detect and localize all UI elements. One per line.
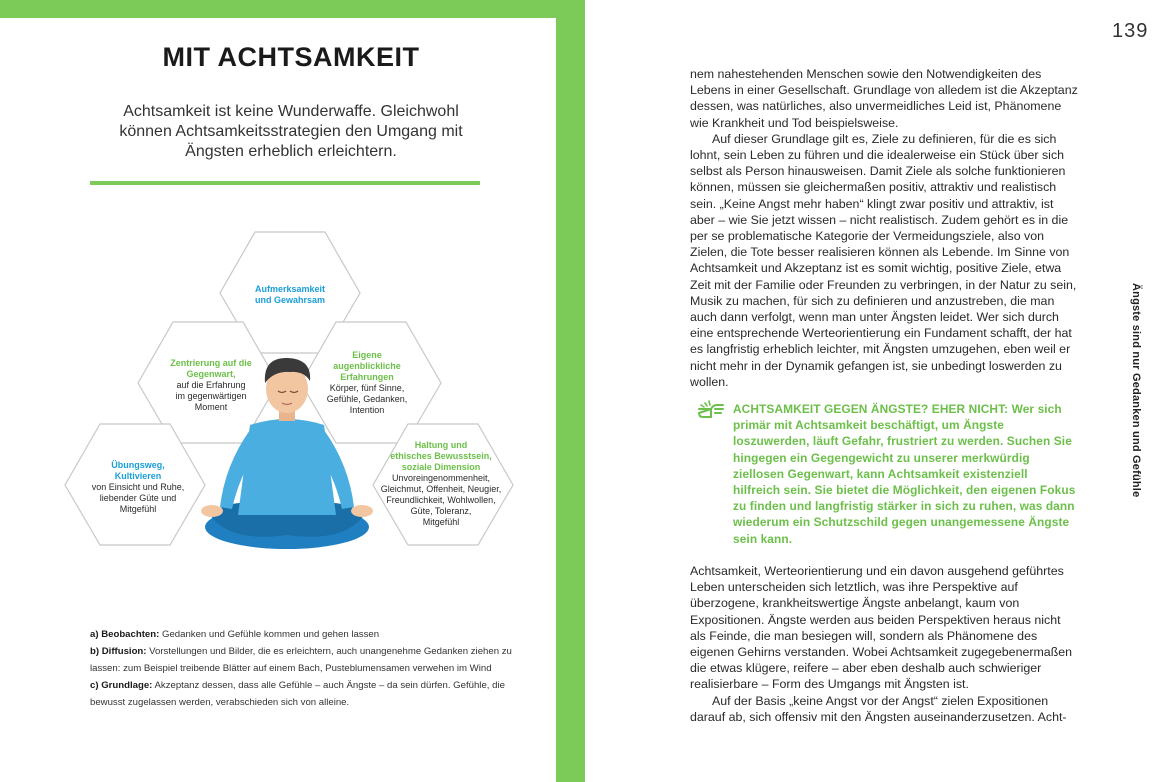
page-number: 139	[1112, 20, 1149, 42]
pointing-hand-icon	[697, 399, 725, 421]
divider-rule	[90, 181, 480, 185]
paragraph: Auf dieser Grundlage gilt es, Ziele zu definieren, für die es sich lohnt, sein Leben zu führen und die idealerweise ein Stück über sich selbst als Person hinausweisen. Damit Ziele als solche funktionieren können, müssen sie gleichermaßen positiv, attraktiv und realistisch sein. „Keine Angst mehr haben“ klingt zwar positiv und attraktiv, ist aber – wie Sie jetzt wissen – nicht realistisch. Zudem gehört es in die per se problematische Kategorie der Vermeidungsziele, also von Zielen, die Tote besser realisieren können als Lebende. Im Sinne von Achtsamkeit und Akzeptanz ist es somit wichtig, positive Ziele, etwa Zeit mit der Familie oder Freunden zu verbringen, in der Natur zu sein, Musik zu machen, für sich zu definieren und anzustreben, die man auch dann verfolgt, wenn man unter Ängsten leidet. Wer sich durch eine entsprechende Werteorientierung ein Fundament schafft, der hat es langfristig erheblich leichter, mit Ängsten umzugehen, eben weil er nicht mehr in der Dynamik gefangen ist, sie unbedingt loswerden zu wollen.	[690, 131, 1077, 389]
hexagon-label-attention: Aufmerksamkeit und Gewahrsam	[254, 284, 326, 305]
definition-item: b) Diffusion: Vorstellungen und Bilder, die es erleichtern, auch unangenehme Gedanken ziehen zu lassen: zum Beispiel treibende Blätter auf einem Bach, Pusteblumensamen verwehen im Wind	[90, 646, 512, 674]
body-text-bottom	[690, 563, 1079, 725]
chapter-side-tab: Ängste sind nur Gedanken und Gefühle	[1130, 283, 1142, 498]
intro-text: Achtsamkeit ist keine Wunderwaffe. Gleichwohl können Achtsamkeitsstrategien den Umgang mit Ängsten erheblich erleichtern.	[119, 103, 463, 160]
callout-box: ACHTSAMKEIT GEGEN ÄNGSTE? EHER NICHT: Wer sich primär mit Achtsamkeit beschäftigt, um Ängste loszuwerden, läuft Gefahr, frustriert zu werden. Suchen Sie hingegen ein Gegengewicht zu unserer merkwürdig ziellosen Gegenwart, kann Achtsamkeit existenziell hilfreich sein. Sie bietet die Möglichkeit, den eigenen Fokus zu finden und langfristig stärker in sich zu ruhen, was dann wiederum ein Schutzschild gegen unangemessene Ängste sein kann.	[733, 402, 1076, 546]
definitions-list	[90, 626, 520, 711]
hexagon-label-attitude: Haltung und ethisches Bewusstsein, soziale Dimension Unvoreingenommenheit, Gleichmut, Offenheit, Neugier, Freundlichkeit, Wohlwollen, Güte, Toleranz, Mitgefühl	[380, 440, 502, 527]
paragraph: nem nahestehenden Menschen sowie den Notwendigkeiten des Lebens in einer Gesellschaft. Grundlage von alledem ist die Akzeptanz dessen, was natürliches, also unvermeidliches Leid ist, Phänomene wie Krankheit und Tod beispielsweise.	[690, 67, 1078, 130]
hexagon-label-practice: Übungsweg, Kultivieren von Einsicht und Ruhe, liebender Güte und Mitgefühl	[91, 460, 185, 514]
definition-item: c) Grundlage: Akzeptanz dessen, dass alle Gefühle – auch Ängste – da sein dürfen. Gefühle, die bewusst zugelassen werden, verabschieden sich von alleine.	[90, 680, 505, 708]
body-text-top	[690, 66, 1079, 390]
page-title: MIT ACHTSAMKEIT	[162, 42, 420, 72]
hexagon-label-experiences: Eigene augenblickliche Erfahrungen Körper, fünf Sinne, Gefühle, Gedanken, Intention	[326, 350, 408, 415]
paragraph: Achtsamkeit, Werteorientierung und ein davon ausgehend geführtes Leben unterscheiden sich letztlich, was ihre Perspektive auf überzogene, krankheitswertige Ängste anbelangt, kaum von Expositionen. Ängste werden aus beiden Perspektiven heraus nicht als Feinde, die man besiegen will, sondern als Phänomene des eigenen Gehirns verstanden. Wobei Achtsamkeit zugegebenermaßen die etwas klügere, reifere – aber eben deshalb auch schwieriger realisierbare – Form des Umgangs mit Ängsten ist.	[690, 564, 1073, 692]
paragraph: Auf der Basis „keine Angst vor der Angst“ zielen Expositionen darauf ab, sich offensiv mit den Ängsten auseinanderzusetzen. Acht-	[690, 693, 1067, 724]
hexagon-label-present: Zentrierung auf die Gegenwart, auf die Erfahrung im gegenwärtigen Moment	[170, 358, 252, 412]
definition-item: a) Beobachten: Gedanken und Gefühle kommen und gehen lassen	[90, 629, 380, 640]
